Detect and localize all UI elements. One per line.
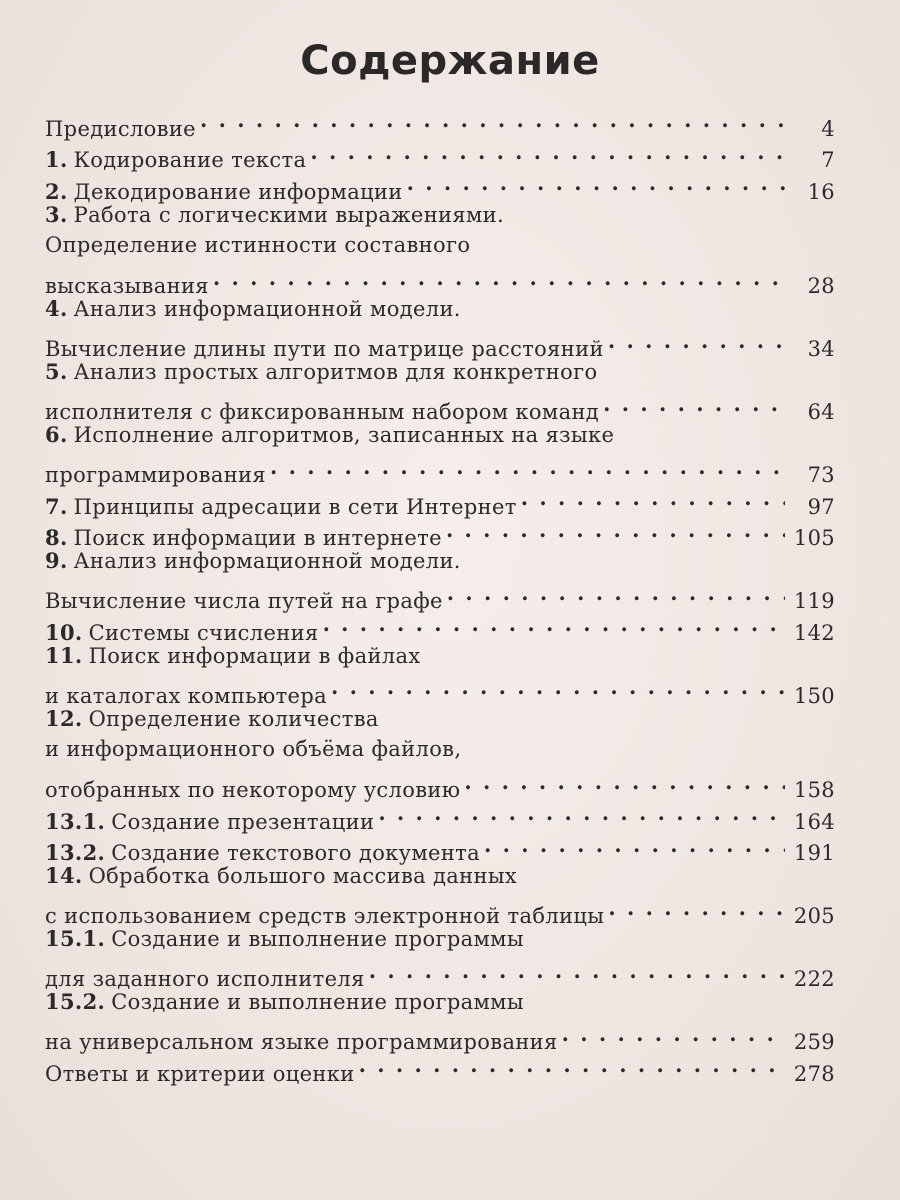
toc-entry-number: 5. — [45, 359, 68, 384]
dot-leader — [608, 892, 785, 924]
toc-entry-number: 15.1. — [45, 926, 106, 951]
toc-page-number: 259 — [793, 1030, 835, 1054]
toc-entry — [45, 703, 835, 802]
toc-page-number: 150 — [793, 683, 835, 708]
toc-entry-number: 15.2. — [45, 989, 106, 1014]
toc-entry-line — [45, 671, 835, 708]
dot-leader — [359, 1049, 785, 1081]
toc-entry-text: для заданного исполнителя — [45, 967, 365, 991]
toc-entry-line — [45, 640, 835, 672]
toc-entry-line — [45, 104, 835, 141]
toc-entry-text: Работа с логическими выражениями. — [73, 202, 505, 227]
toc-entry-text: Определение истинности составного — [45, 233, 471, 257]
toc-page-number: 278 — [793, 1061, 835, 1086]
toc-entry-line — [45, 325, 835, 361]
dot-leader — [369, 955, 785, 987]
toc-page-number: 105 — [793, 526, 835, 550]
toc-entry-line — [45, 986, 835, 1018]
toc-page-number: 73 — [807, 463, 835, 487]
toc-page-number: 34 — [807, 337, 835, 361]
toc-page-number: 28 — [807, 274, 835, 298]
toc-entry-line — [45, 860, 835, 892]
toc-page-number: 222 — [793, 967, 835, 991]
toc-entry-text: Создание и выполнение программы — [111, 990, 524, 1014]
dot-leader — [464, 766, 785, 798]
toc-entry-line — [45, 199, 835, 231]
toc-entry-number: 3. — [45, 201, 68, 227]
toc-entry-text: Анализ информационной модели. — [73, 549, 461, 573]
toc-page-number: 158 — [793, 778, 835, 802]
toc-entry-number: 1. — [45, 147, 68, 172]
toc-entry-line — [45, 955, 835, 991]
toc-entry-text: исполнителя с фиксированным набором команд — [45, 400, 600, 424]
toc-entry-text: Обработка большого массива данных — [88, 864, 518, 888]
toc-entry-line — [45, 766, 835, 802]
dot-leader — [310, 136, 785, 168]
toc-entry-text: Предисловие — [45, 116, 196, 141]
toc-page-number: 97 — [807, 494, 835, 519]
toc-page-number: 64 — [807, 400, 835, 424]
dot-leader — [608, 325, 785, 357]
toc-entry-text: Создание и выполнение программы — [111, 927, 524, 951]
toc-entry-text: высказывания — [45, 274, 209, 298]
toc-entry-text: Создание презентации — [111, 809, 375, 834]
toc-entry — [45, 545, 835, 613]
toc-entry-line — [45, 356, 835, 388]
toc-entry-text: Анализ информационной модели. — [73, 297, 461, 321]
toc-entry-text: Вычисление длины пути по матрице расстояний — [45, 337, 604, 361]
dot-leader — [603, 388, 785, 420]
toc-entry-number: 13.1. — [45, 808, 106, 834]
toc-entry-line — [45, 734, 835, 766]
toc-entry-text: отобранных по некоторому условию — [45, 778, 461, 802]
dot-leader — [562, 1018, 785, 1050]
toc-entry-number: 7. — [45, 493, 68, 519]
toc-entry-line — [45, 419, 835, 451]
dot-leader — [447, 577, 785, 609]
toc-entry-number: 12. — [45, 705, 83, 731]
toc-entry — [45, 860, 835, 928]
toc-page-number: 16 — [807, 179, 835, 204]
toc-entry-line — [45, 262, 835, 298]
toc-entry-line — [45, 230, 835, 262]
toc-entry-line — [45, 545, 835, 577]
toc-entry-line — [45, 703, 835, 735]
toc-page-number: 119 — [793, 589, 835, 613]
toc-entry-text: Декодирование информации — [73, 179, 403, 204]
toc-entry-text: Поиск информации в интернете — [73, 526, 442, 550]
toc-entry-text: Исполнение алгоритмов, записанных на языке — [73, 423, 615, 447]
toc-entry-text: Определение количества — [88, 706, 379, 731]
dot-leader — [323, 608, 785, 640]
toc-entry-text: на универсальном языке программирования — [45, 1030, 558, 1054]
toc-entry-number: 14. — [45, 863, 83, 888]
toc-page-number: 205 — [793, 904, 835, 928]
toc-entry-line — [45, 293, 835, 325]
toc-entry-text: и информационного объёма файлов, — [45, 737, 462, 761]
toc-entry-line — [45, 1018, 835, 1054]
toc-entry-text: и каталогах компьютера — [45, 683, 328, 708]
toc-entry-line — [45, 923, 835, 955]
toc-entry — [45, 986, 835, 1054]
toc-entry-line — [45, 892, 835, 928]
toc-entry-number: 6. — [45, 422, 68, 447]
toc-entry-number: 11. — [45, 642, 83, 668]
toc-entry-text: Анализ простых алгоритмов для конкретного — [73, 360, 598, 384]
toc-entry — [45, 356, 835, 424]
dot-leader — [270, 451, 785, 483]
toc-entry — [45, 199, 835, 298]
dot-leader — [407, 167, 785, 199]
toc-page-number: 164 — [793, 809, 835, 834]
dot-leader — [446, 514, 785, 546]
toc-entry-text: Поиск информации в файлах — [88, 643, 421, 668]
toc-entry-text: Создание текстового документа — [111, 841, 481, 865]
toc-page-number: 4 — [821, 116, 835, 141]
toc-entry-line — [45, 577, 835, 613]
dot-leader — [521, 482, 785, 514]
toc-page-number: 142 — [793, 620, 835, 645]
toc-entry-text: Кодирование текста — [73, 148, 307, 172]
dot-leader — [200, 104, 785, 136]
toc-entry-number: 13.2. — [45, 840, 106, 865]
toc-entry-number: 2. — [45, 178, 68, 204]
toc-entry — [45, 104, 835, 141]
dot-leader — [484, 829, 785, 861]
toc-entry — [45, 923, 835, 991]
toc-entry-number: 10. — [45, 619, 83, 645]
dot-leader — [213, 262, 785, 294]
toc-entry — [45, 419, 835, 487]
toc-entry-text: Системы счисления — [88, 620, 319, 645]
toc-entry-text: Вычисление числа путей на графе — [45, 589, 443, 613]
dot-leader — [331, 671, 785, 703]
toc-page-number: 191 — [793, 841, 835, 865]
toc-entry-line — [45, 388, 835, 424]
toc-entry-number: 9. — [45, 548, 68, 573]
toc-entry-text: Ответы и критерии оценки — [45, 1061, 355, 1086]
toc-entry-number: 8. — [45, 525, 68, 550]
table-of-contents — [45, 104, 835, 1086]
toc-page-number: 7 — [821, 148, 835, 172]
toc-entry — [45, 640, 835, 708]
toc-entry-number: 4. — [45, 296, 68, 321]
toc-entry — [45, 293, 835, 361]
page-title: Содержание — [300, 38, 600, 84]
dot-leader — [378, 797, 785, 829]
toc-entry-text: Принципы адресации в сети Интернет — [73, 494, 517, 519]
toc-entry-text: программирования — [45, 463, 266, 487]
toc-entry-text: с использованием средств электронной таблицы — [45, 904, 605, 928]
toc-entry-line — [45, 451, 835, 487]
